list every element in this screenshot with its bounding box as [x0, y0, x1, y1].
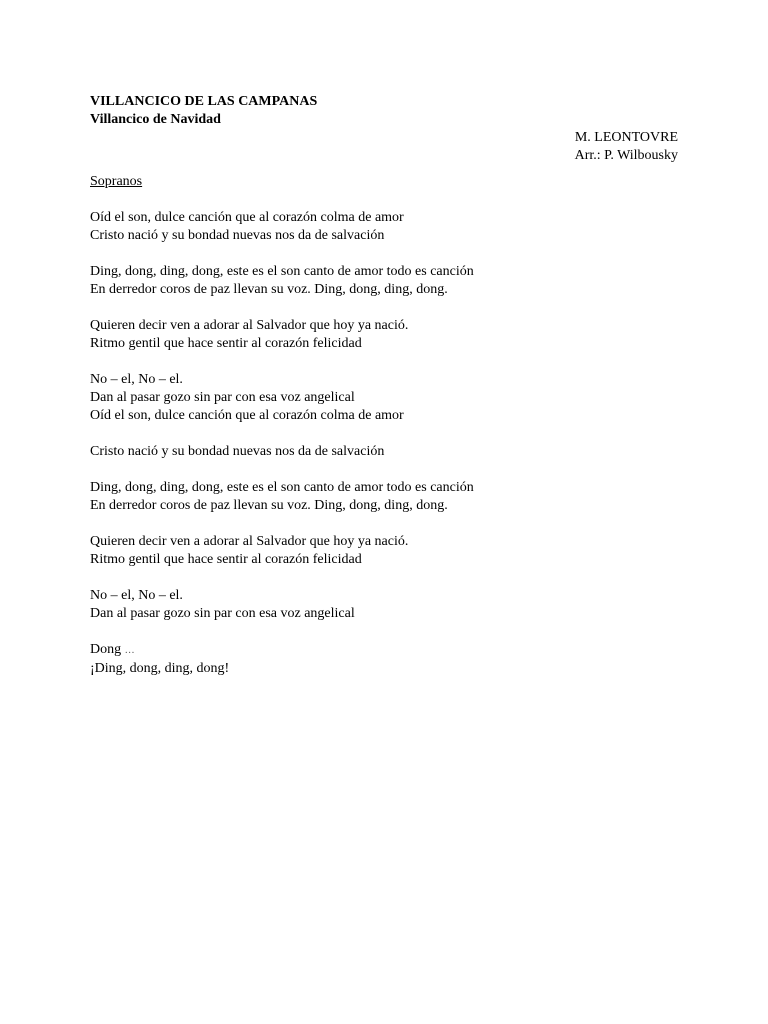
arranger: Arr.: P. Wilbousky	[574, 148, 678, 163]
lyric-line: Oíd el son, dulce canción que al corazón colma de amor	[90, 210, 404, 225]
lyric-line: Quieren decir ven a adorar al Salvador que hoy ya nació.	[90, 534, 409, 549]
lyric-line: Oíd el son, dulce canción que al corazón colma de amor	[90, 408, 404, 423]
lyric-line: Ding, dong, ding, dong, este es el son canto de amor todo es canción	[90, 264, 474, 279]
section-heading: Sopranos	[90, 174, 143, 189]
lyric-line: ¡Ding, dong, ding, dong!	[90, 661, 230, 676]
song-subtitle: Villancico de Navidad	[90, 112, 221, 127]
stanza	[90, 479, 678, 515]
song-title: VILLANCICO DE LAS CAMPANAS	[90, 94, 318, 109]
lyric-line: Quieren decir ven a adorar al Salvador que hoy ya nació.	[90, 318, 409, 333]
lyric-line: Ritmo gentil que hace sentir al corazón felicidad	[90, 336, 362, 351]
lyric-line: No – el, No – el.	[90, 588, 183, 603]
lyric-line: En derredor coros de paz llevan su voz. Ding, dong, ding, dong.	[90, 282, 448, 297]
lyric-dong: Dong	[90, 642, 122, 657]
lyric-line: En derredor coros de paz llevan su voz. Ding, dong, ding, dong.	[90, 498, 448, 513]
lyrics	[90, 209, 678, 623]
lyric-line: Ritmo gentil que hace sentir al corazón felicidad	[90, 552, 362, 567]
stanza	[90, 443, 678, 461]
stanza	[90, 263, 678, 299]
lyric-line: Dan al pasar gozo sin par con esa voz angelical	[90, 606, 355, 621]
ellipsis: …	[124, 645, 135, 656]
lyric-line	[90, 641, 678, 660]
stanza	[90, 533, 678, 569]
lyric-line: Cristo nació y su bondad nuevas nos da de salvación	[90, 444, 385, 459]
lyric-line: No – el, No – el.	[90, 372, 183, 387]
stanza	[90, 371, 678, 425]
composer: M. LEONTOVRE	[574, 130, 678, 145]
lyric-line: Ding, dong, ding, dong, este es el son canto de amor todo es canción	[90, 480, 474, 495]
stanza	[90, 209, 678, 245]
stanza-ending	[90, 641, 678, 678]
stanza	[90, 587, 678, 623]
lyric-line: Cristo nació y su bondad nuevas nos da de salvación	[90, 228, 385, 243]
document-page	[90, 93, 678, 678]
stanza	[90, 317, 678, 353]
lyric-line: Dan al pasar gozo sin par con esa voz angelical	[90, 390, 355, 405]
